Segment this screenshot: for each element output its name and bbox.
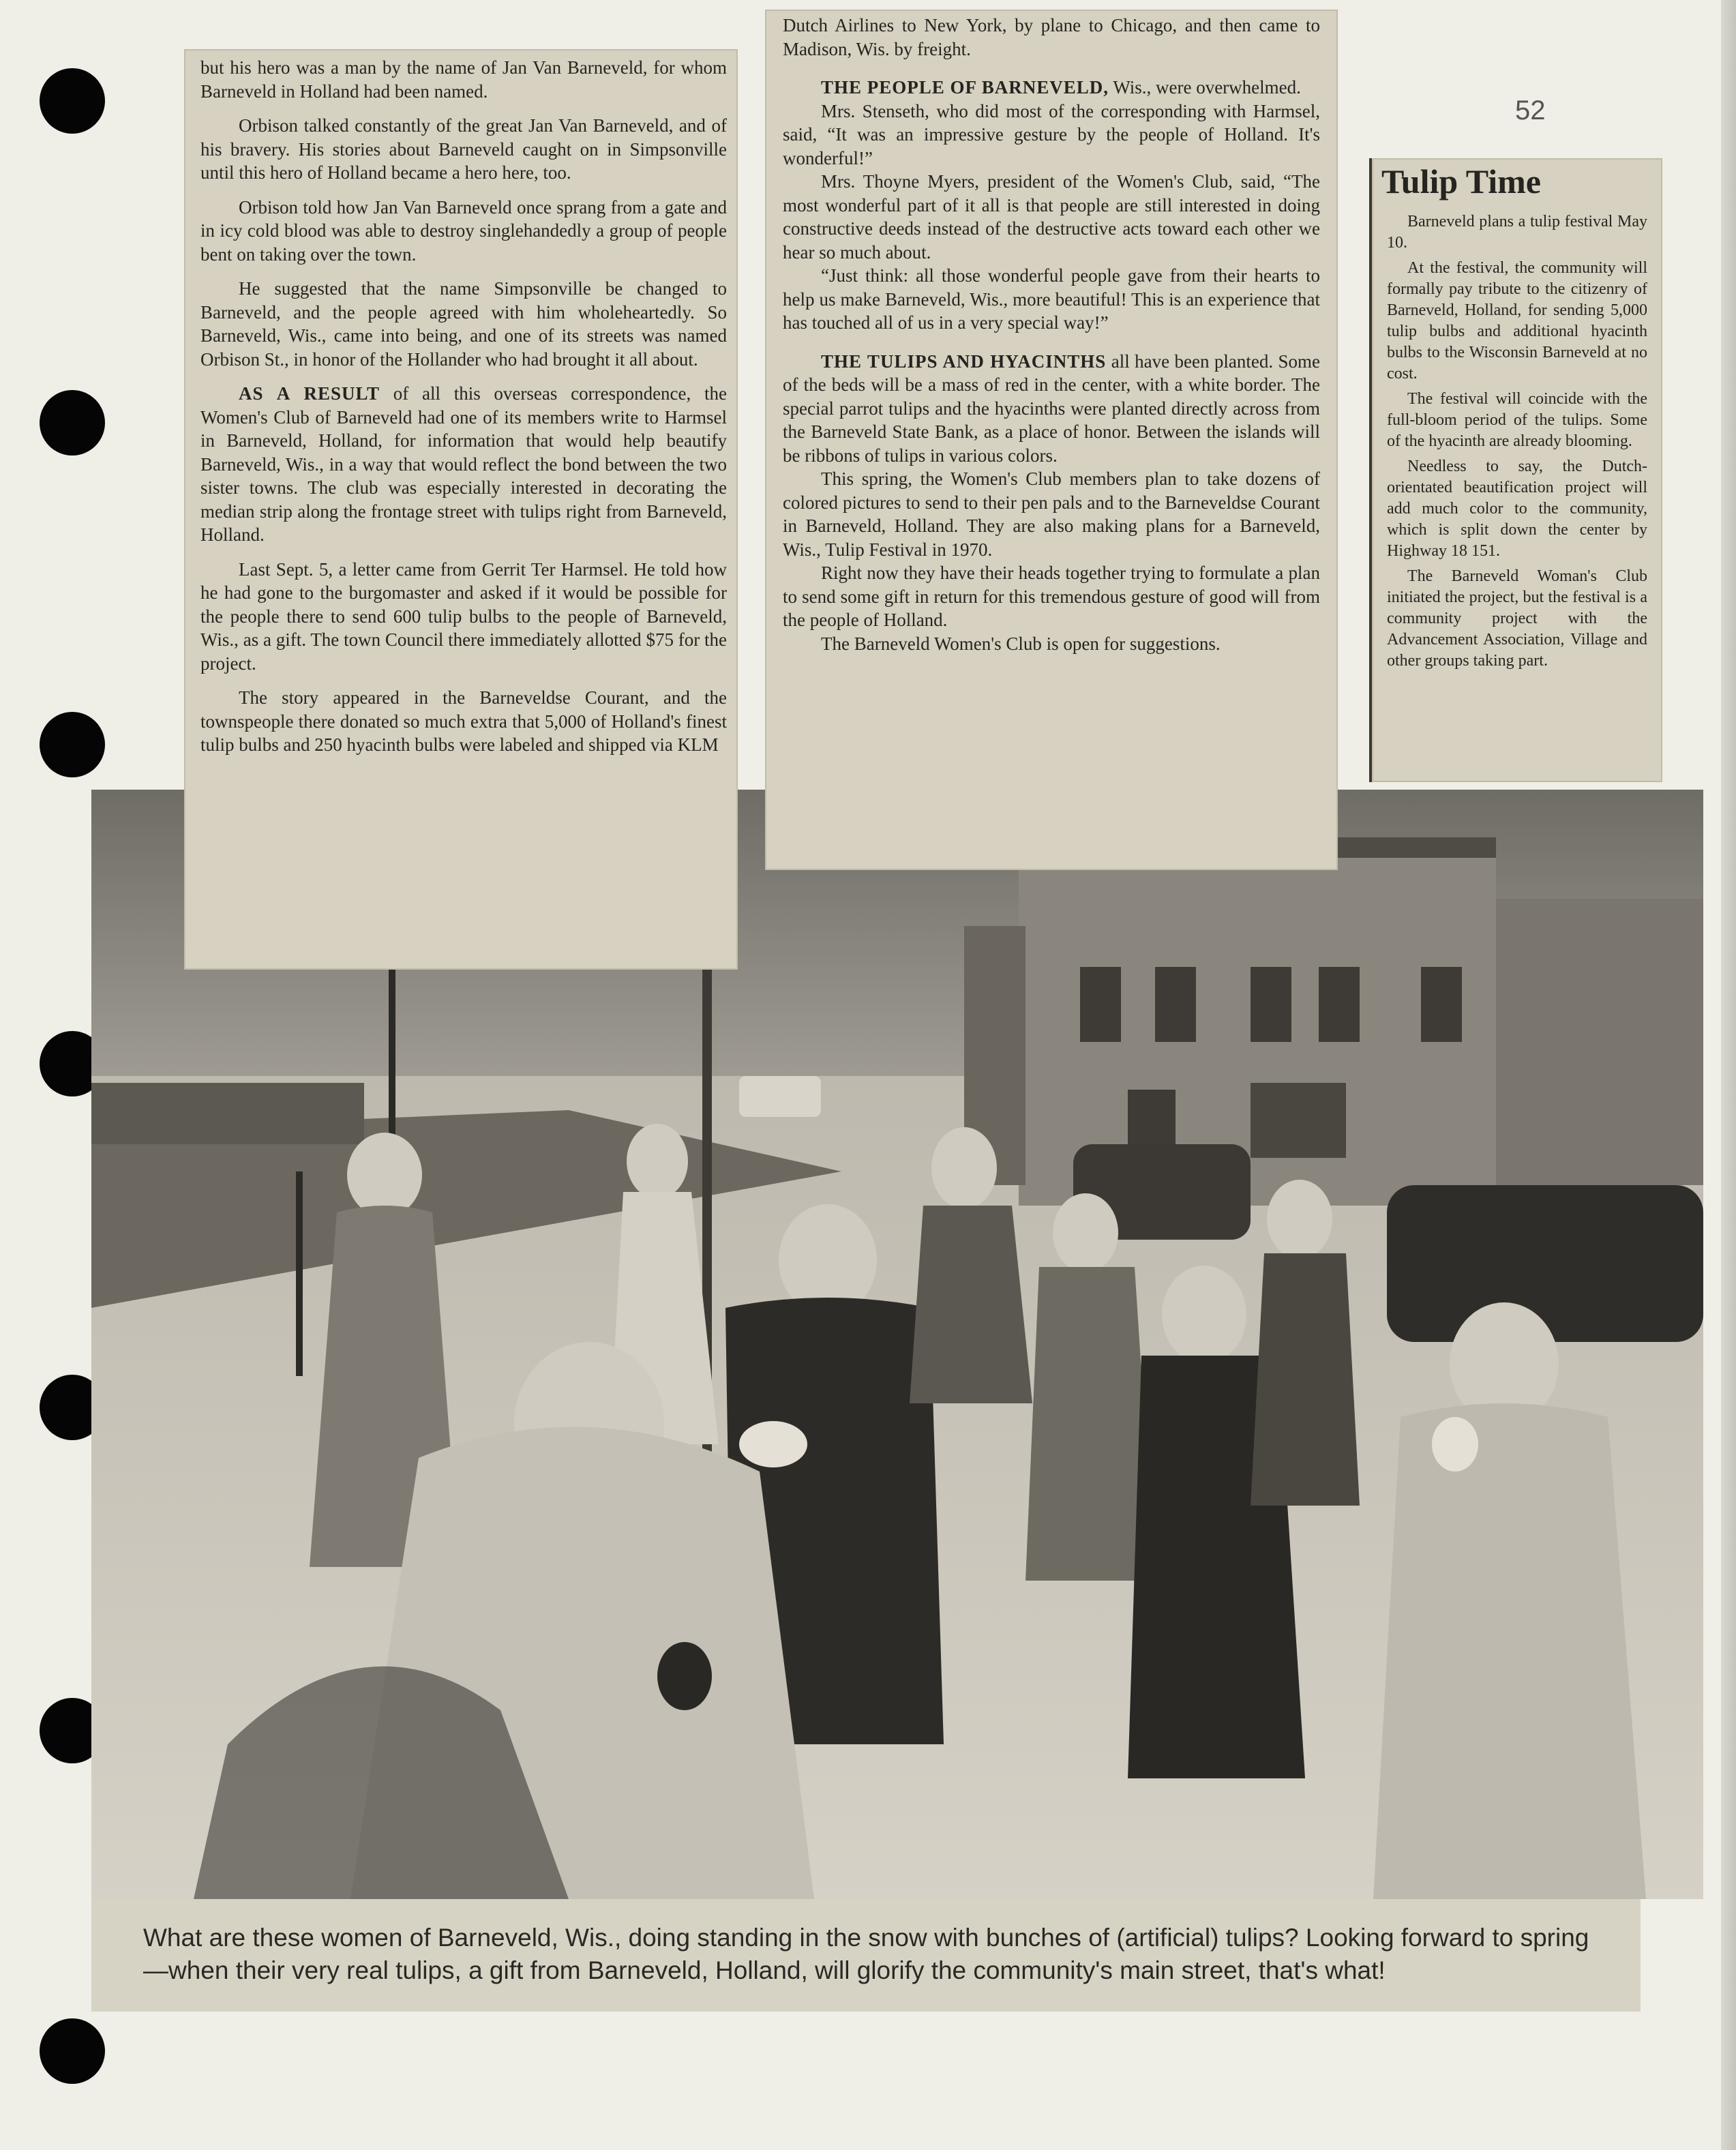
paragraph: Dutch Airlines to New York, by plane to Chicago, and then came to Madison, Wis. by freight. xyxy=(783,15,1320,59)
binder-hole xyxy=(40,390,105,456)
tulip-time-headline: Tulip Time xyxy=(1381,162,1541,200)
paragraph xyxy=(783,350,1320,468)
storefront xyxy=(1496,899,1703,1185)
paragraph-body: Wis., were overwhelmed. xyxy=(1109,77,1301,98)
paragraph: “Just think: all those wonderful people gave from their hearts to help us make Barneveld, Wis., more beautiful! This is an experience that has touched all of us in a very special way!” xyxy=(783,265,1320,333)
parked-car xyxy=(1387,1185,1703,1342)
paragraph: He suggested that the name Simpsonville be changed to Barneveld, and the people agreed with him wholeheartedly. So Barneveld, Wis., came into being, and one of its streets was named Orbison St., in honor of the Hollander who had brought it all about. xyxy=(200,278,727,370)
paragraph-body: of all this overseas correspondence, the Women's Club of Barneveld had one of its members write to Harmsel in Barneveld, Holland, for information that would help beautify Barneveld, Wis., in a way that would reflect the bond between the two sister towns. The club was especially interested in decorating the median strip along the frontage street with tulips right from Barneveld, Holland. xyxy=(200,383,727,545)
tulip-bunch xyxy=(739,1421,807,1467)
paragraph: Orbison talked constantly of the great Jan Van Barneveld, and of his bravery. His stories about Barneveld caught on in Simpsonville until this hero of Holland became a hero here, too. xyxy=(200,115,727,183)
tulip-bunch xyxy=(1432,1417,1478,1472)
article-clipping-right xyxy=(765,10,1338,870)
binder-hole xyxy=(40,2018,105,2084)
page-edge xyxy=(1721,0,1736,2150)
paragraph xyxy=(783,76,1320,100)
binder-hole xyxy=(40,712,105,777)
tulip-time-clipping xyxy=(1369,158,1662,782)
paragraph: This spring, the Women's Club members plan to take dozens of colored pictures to send to their pen pals and to the Barneveldse Courant in Barneveld, Holland. They are also making plans for a Barneveld, Wis., Tulip Festival in 1970. xyxy=(783,468,1320,560)
paragraph: Orbison told how Jan Van Barneveld once sprang from a gate and in icy cold blood was able to destroy singlehandedly a group of people bent on taking over the town. xyxy=(200,196,727,265)
page-number: 52 xyxy=(1515,95,1546,125)
paragraph: The story appeared in the Barneveldse Courant, and the townspeople there donated so much extra that 5,000 of Holland's finest tulip bulbs and 250 hyacinth bulbs were labeled and shipped via KLM xyxy=(200,687,727,755)
article-column-right xyxy=(783,14,1320,655)
paragraph-lead: THE PEOPLE OF BARNEVELD, xyxy=(821,77,1109,98)
binder-hole xyxy=(40,68,105,134)
sign-post xyxy=(296,1171,303,1376)
paragraph: Right now they have their heads together trying to formulate a plan to send some gift in return for this tremendous gesture of good will from the people of Holland. xyxy=(783,563,1320,630)
paragraph: The Barneveld Women's Club is open for suggestions. xyxy=(821,633,1221,654)
paragraph: but his hero was a man by the name of Jan Van Barneveld, for whom Barneveld in Holland had been named. xyxy=(200,57,727,102)
paragraph: The festival will coincide with the full-bloom period of the tulips. Some of the hyacinth are already blooming. xyxy=(1387,390,1647,450)
paragraph-lead: THE TULIPS AND HYACINTHS xyxy=(821,350,1107,372)
article-column-left xyxy=(200,56,727,757)
paragraph-lead: AS A RESULT xyxy=(239,383,380,404)
paragraph xyxy=(200,382,727,547)
truck xyxy=(739,1076,821,1117)
paragraph: Barneveld plans a tulip festival May 10. xyxy=(1387,213,1647,252)
paragraph-body: all have been planted. Some of the beds will be a mass of red in the center, with a white border. The special parrot tulips and the hyacinths were planted directly across from the Barneveld State Bank, as a place of honor. Between the islands will be ribbons of tulips in various colors. xyxy=(783,350,1320,466)
paragraph: At the festival, the community will formally pay tribute to the citizenry of Barneveld, Holland, for sending 5,000 tulip bulbs and additional hyacinth bulbs to the Wisconsin Barneveld at no cost. xyxy=(1387,259,1647,383)
paragraph: Mrs. Stenseth, who did most of the corresponding with Harmsel, said, “It was an impressive gesture by the people of Holland. It's wonderful!” xyxy=(783,100,1320,168)
distant-buildings xyxy=(91,1083,364,1144)
paragraph: Mrs. Thoyne Myers, president of the Women's Club, said, “The most wonderful part of it all is that people are still interested in doing constructive deeds instead of the destructive acts toward each other we hear so much about. xyxy=(783,171,1320,263)
photo-caption: What are these women of Barneveld, Wis., doing standing in the snow with bunches of (artificial) tulips? Looking forward to spring—when their very real tulips, a gift from Barneveld, Holland, will glorify the community's main street, that's what! xyxy=(143,1924,1589,1984)
paragraph: The Barneveld Woman's Club initiated the project, but the festival is a community project with the Advancement Association, Village and other groups taking part. xyxy=(1387,567,1647,670)
paragraph: Needless to say, the Dutch-orientated beautification project will add much color to the community, which is split down the center by Highway 18 151. xyxy=(1387,458,1647,560)
tulip-time-text xyxy=(1387,211,1647,672)
article-clipping-left xyxy=(184,49,738,970)
paragraph: Last Sept. 5, a letter came from Gerrit Ter Harmsel. He told how he had gone to the burgomaster and asked if it would be possible for the people there to send 600 tulip bulbs to the people of Barneveld, Wis., as a gift. The town Council there immediately allotted $75 for the project. xyxy=(200,558,727,674)
